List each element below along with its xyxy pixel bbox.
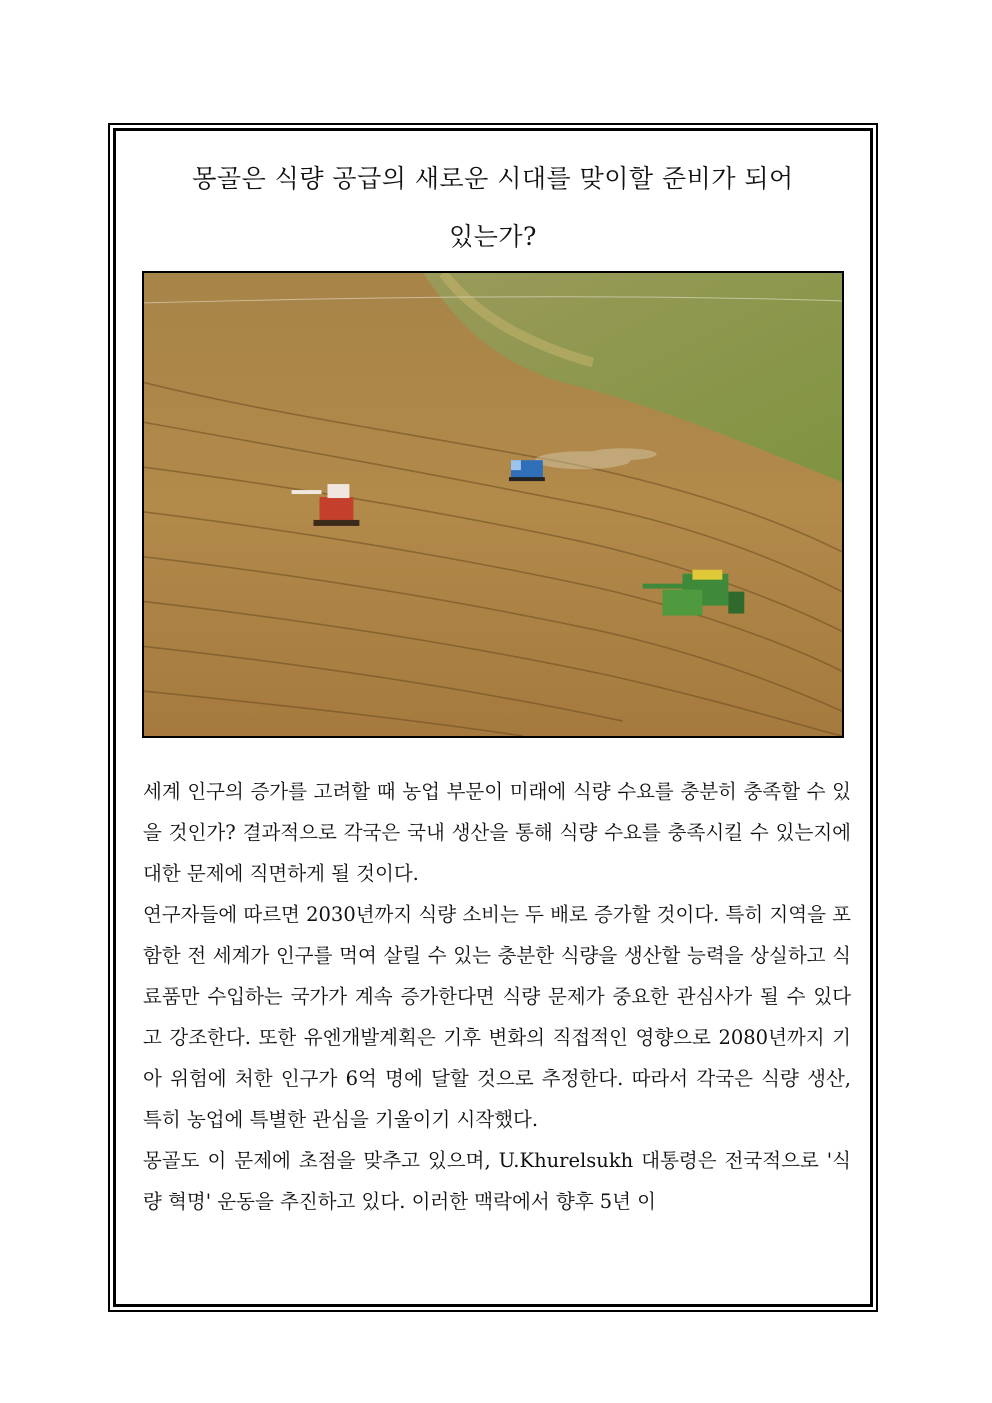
article-body xyxy=(143,771,851,1222)
harvest-field-photo xyxy=(142,271,844,738)
paragraph-1: 세계 인구의 증가를 고려할 때 농업 부문이 미래에 식량 수요를 충분히 충족할 수 있을 것인가? 결과적으로 각국은 국내 생산을 통해 식량 수요를 충족시킬 수 있는지에 대한 문제에 직면하게 될 것이다. xyxy=(143,780,851,885)
title-line-1: 몽골은 식량 공급의 새로운 시대를 맞이할 준비가 되어 xyxy=(192,164,794,193)
paragraph-2: 연구자들에 따르면 2030년까지 식량 소비는 두 배로 증가할 것이다. 특히 지역을 포함한 전 세계가 인구를 먹여 살릴 수 있는 충분한 식량을 생산할 능력을 상실하고 식료품만 수입하는 국가가 계속 증가한다면 식량 문제가 중요한 관심사가 될 수 있다고 강조한다. 또한 유엔개발계획은 기후 변화의 직접적인 영향으로 2080년까지 기아 위험에 처한 인구가 6억 명에 달할 것으로 추정한다. 따라서 각국은 식량 생산, 특히 농업에 특별한 관심을 기울이기 시작했다. xyxy=(143,903,851,1131)
article-title xyxy=(130,150,856,266)
paragraph-3: 몽골도 이 문제에 초점을 맞추고 있으며, U.Khurelsukh 대통령은 전국적으로 '식량 혁명' 운동을 추진하고 있다. 이러한 맥락에서 향후 5년 이 xyxy=(143,1149,851,1213)
blue-truck xyxy=(509,460,545,481)
field-illustration xyxy=(144,273,842,736)
title-line-2: 있는가? xyxy=(449,222,537,251)
